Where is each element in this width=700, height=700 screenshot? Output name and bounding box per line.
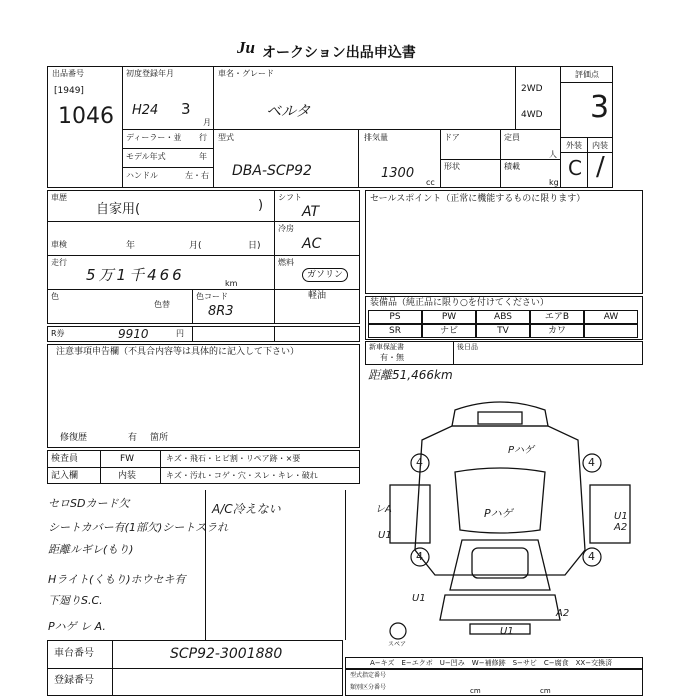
sales-point-box xyxy=(365,190,643,294)
aircon-label: 冷房 xyxy=(278,224,294,233)
dealer-value: 行 xyxy=(199,133,207,142)
recycle-label: R券 xyxy=(51,329,65,338)
4wd-label: 4WD xyxy=(521,110,543,120)
handwritten-note: 下廻りS.C. xyxy=(48,594,103,607)
equipment-item: AW xyxy=(584,310,638,324)
footer-unit1: cm xyxy=(470,687,481,695)
mark-p-hage-roof: Pハゲ xyxy=(484,507,513,520)
spare-label: スペア xyxy=(388,641,407,648)
equipment-item: ABS xyxy=(476,310,530,324)
inspection-year: 年 xyxy=(126,241,136,251)
fuel-diesel: 軽油 xyxy=(308,291,327,301)
repair-history-label: 修復歴 xyxy=(60,433,88,443)
ju-logo: Ju xyxy=(237,38,255,57)
inspector-label: 検査員 xyxy=(51,454,79,464)
mark-right-u1: U1 xyxy=(614,511,628,522)
interior-inspect-label: 内装 xyxy=(118,471,137,481)
handwritten-note: シートカバー有(1部欠)シートスラれ xyxy=(48,521,229,534)
score-label: 評価点 xyxy=(575,70,599,79)
color-label: 色 xyxy=(51,292,59,301)
footer-class-no: 類別区分番号 xyxy=(350,684,387,691)
inspection-month: 月( xyxy=(189,241,202,251)
registration-label: 車歴 xyxy=(51,193,67,202)
fuel-gasoline: ガソリン xyxy=(302,268,348,282)
month-unit: 月 xyxy=(203,118,211,127)
equipment-item: ナビ xyxy=(422,324,476,338)
displacement-unit: cc xyxy=(426,178,435,187)
mark-right-a2: A2 xyxy=(614,522,628,533)
lot-label: 出品番号 xyxy=(52,69,84,78)
interior-grade: / xyxy=(596,152,605,182)
equipment-label: 装備品（純正品に限り○を付けてください） xyxy=(370,298,549,308)
dealer-label: ディーラー・並 xyxy=(126,133,182,142)
score-value: 3 xyxy=(590,90,610,125)
handwritten-note: セロSDカード欠 xyxy=(48,497,130,510)
door-label: ドア xyxy=(444,133,460,142)
capacity-label: 定員 xyxy=(504,133,520,142)
displacement-value: 1300 xyxy=(381,166,415,181)
handwritten-note: Pハゲ レ A. xyxy=(48,620,106,633)
odometer-note: 距離51,466km xyxy=(368,368,453,382)
recycle-row xyxy=(47,326,360,342)
mark-left-u1: U1 xyxy=(378,530,392,541)
tyre-fr-value: 4 xyxy=(588,456,595,469)
entry-label: 記入欄 xyxy=(51,471,79,481)
displacement-label: 排気量 xyxy=(364,133,388,142)
equipment-item xyxy=(584,324,638,338)
repaint-label: 色替 xyxy=(154,300,170,309)
first-reg-year: H24 xyxy=(132,103,159,118)
model-value: DBA-SCP92 xyxy=(232,163,312,179)
notes-box xyxy=(47,344,360,448)
notes-label: 注意事項申告欄（不具合内容等は具体的に記入して下さい） xyxy=(56,347,300,357)
sales-point-label: セールスポイント（正常に機能するものに限ります） xyxy=(370,194,586,204)
model-label: 型式 xyxy=(218,133,234,142)
lot-code: [1949] xyxy=(54,86,84,96)
mark-p-hage-top: Pハゲ xyxy=(508,445,535,456)
shape-label: 形状 xyxy=(444,162,460,171)
interior-label: 内装 xyxy=(592,141,608,150)
chassis-label: 車台番号 xyxy=(54,648,94,659)
equipment-item: PW xyxy=(422,310,476,324)
color-code-value: 8R3 xyxy=(208,304,234,319)
warranty-value: 有・無 xyxy=(380,353,404,362)
equipment-item: PS xyxy=(368,310,422,324)
interior-inspect-detail: キズ・汚れ・コゲ・穴・スレ・キレ・破れ xyxy=(166,471,318,480)
repair-history-place: 箇所 xyxy=(150,433,169,443)
aircon-value: AC xyxy=(302,236,322,252)
equipment-item: カワ xyxy=(530,324,584,338)
first-reg-month: 3 xyxy=(181,100,191,118)
tyre-rr-value: 4 xyxy=(588,550,595,563)
exterior-label: 外装 xyxy=(566,141,582,150)
load-unit: kg xyxy=(549,178,559,187)
inspection-label: 車検 xyxy=(51,240,67,249)
spare-tyre-icon xyxy=(390,623,406,639)
fw-detail: キズ・飛石・ヒビ割・リペア跡・×要 xyxy=(166,454,301,463)
fw-label: FW xyxy=(120,454,135,464)
recycle-unit: 円 xyxy=(176,329,184,338)
model-year-unit: 年 xyxy=(199,152,207,161)
handwritten-note: 距離ルギレ(もり) xyxy=(48,543,134,556)
mark-bottom-u1: U1 xyxy=(500,626,514,637)
ac-note: A/C冷えない xyxy=(212,502,281,516)
lot-number: 1046 xyxy=(58,104,114,129)
repair-history-value: 有 xyxy=(128,433,138,443)
model-year-label: モデル年式 xyxy=(126,152,166,161)
mark-left-side: レA xyxy=(375,504,392,515)
capacity-unit: 人 xyxy=(549,150,557,159)
mark-bottom-left-u1: U1 xyxy=(412,593,426,604)
color-code-label: 色コード xyxy=(196,292,228,301)
equipment-item: TV xyxy=(476,324,530,338)
damage-legend: A−キズ E−エクボ U−凹み W−補修跡 S−サビ C−腐食 XX−交換済 xyxy=(370,659,613,667)
mileage-unit: km xyxy=(225,279,238,288)
equipment-item: SR xyxy=(368,324,422,338)
footer-type-no: 型式指定番号 xyxy=(350,672,387,679)
load-label: 積載 xyxy=(504,162,520,171)
mileage-value: 5万1千466 xyxy=(86,266,185,284)
exterior-grade: C xyxy=(568,156,582,180)
footer-unit2: cm xyxy=(540,687,551,695)
2wd-label: 2WD xyxy=(521,84,543,94)
car-name-value: ベルタ xyxy=(266,102,311,120)
equipment-item: エアB xyxy=(530,310,584,324)
shift-value: AT xyxy=(302,204,320,220)
first-reg-label: 初度登録年月 xyxy=(126,69,174,78)
mark-bottom-a2: A2 xyxy=(556,608,570,619)
mileage-label: 走行 xyxy=(51,258,67,267)
form-title: オークション出品申込書 xyxy=(262,45,416,61)
fuel-label: 燃料 xyxy=(278,258,294,267)
plate-label: 登録番号 xyxy=(54,675,94,686)
after-item-label: 後日品 xyxy=(457,343,478,351)
inspection-day: 日) xyxy=(248,241,261,251)
shift-label: シフト xyxy=(278,193,302,202)
handle-value: 左・右 xyxy=(185,171,209,180)
tyre-fl-value: 4 xyxy=(416,456,423,469)
chassis-value: SCP92-3001880 xyxy=(170,646,283,662)
footer-block xyxy=(345,669,643,696)
warranty-row xyxy=(365,341,643,365)
recycle-value: 9910 xyxy=(118,327,149,341)
handwritten-note: Hライト(くもり)ホウセキ有 xyxy=(48,573,186,586)
warranty-label: 新車保証書 xyxy=(369,343,404,351)
registration-close: ) xyxy=(258,198,264,213)
tyre-rl-value: 4 xyxy=(416,550,423,563)
handle-label: ハンドル xyxy=(126,171,158,180)
car-name-label: 車名・グレード xyxy=(218,69,274,78)
registration-value: 自家用( xyxy=(96,202,141,217)
